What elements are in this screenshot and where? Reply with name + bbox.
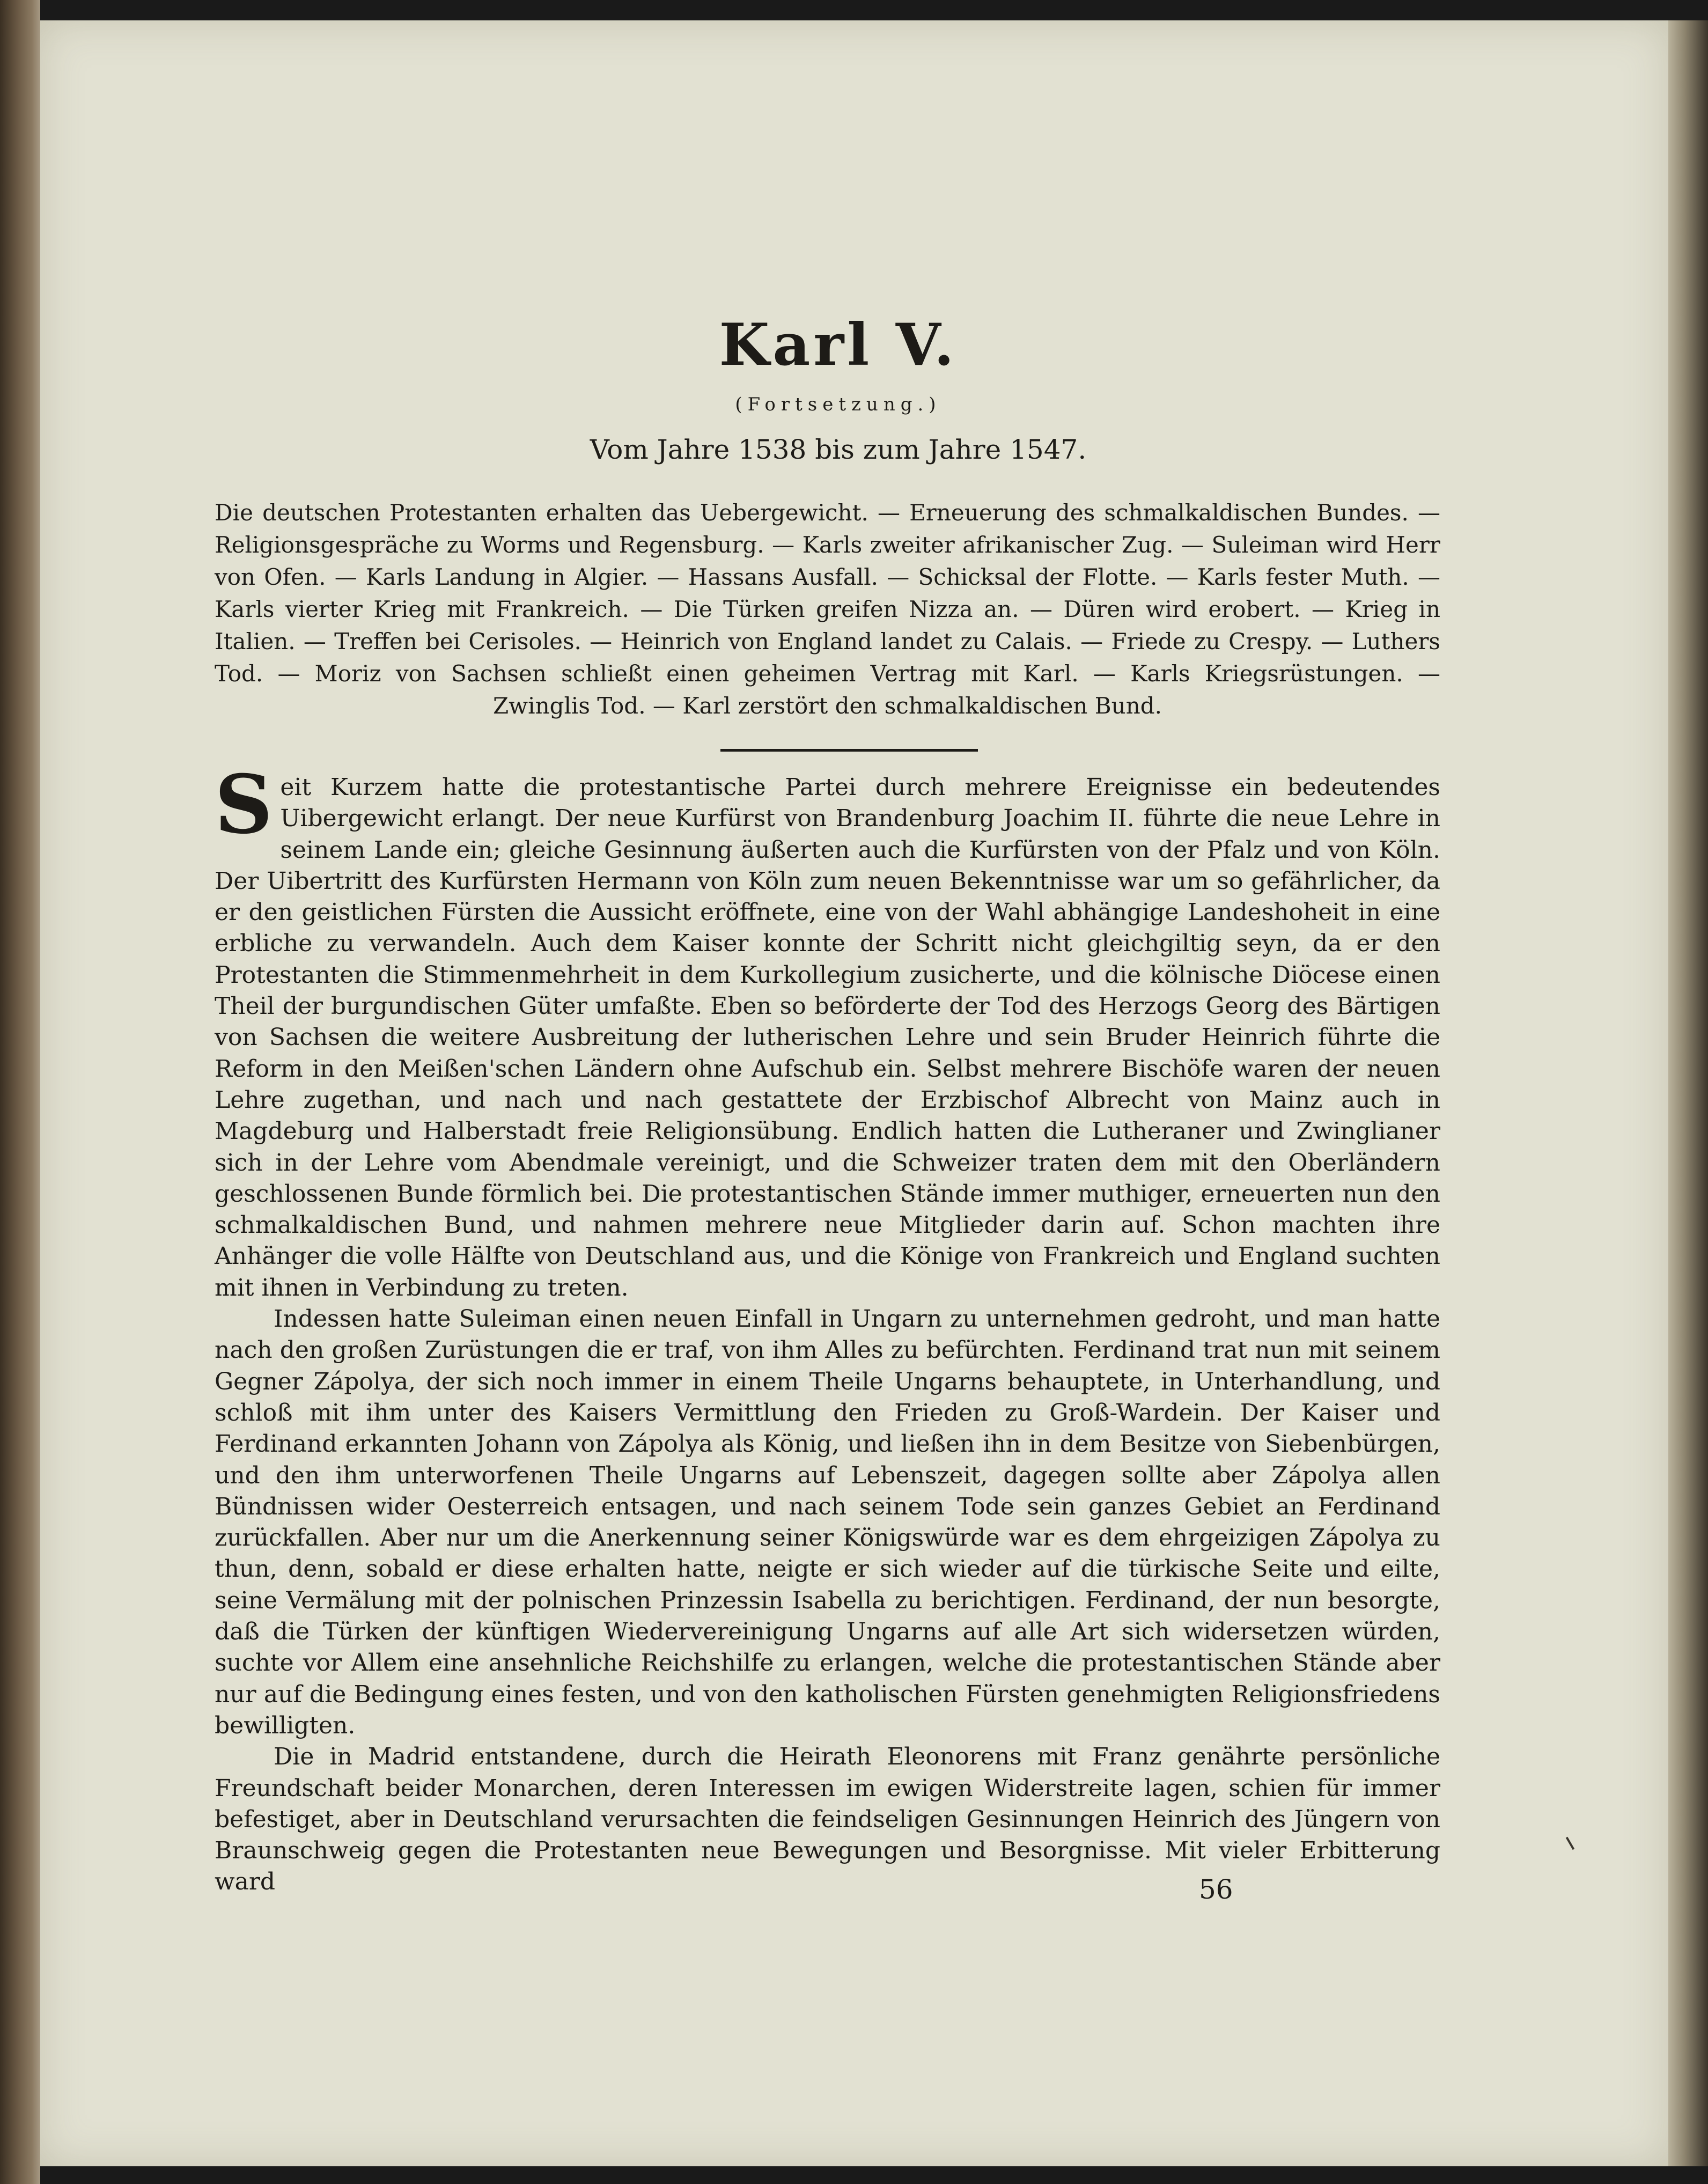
chapter-subtitle: (Fortsetzung.) [735, 394, 941, 415]
body-paragraph-2: Indessen hatte Suleiman einen neuen Einfall in Ungarn zu unternehmen gedroht, und man hatte nach den großen Zurüstungen die er traf, von ihm Alles zu befürchten. Ferdinand trat nun mit seinem Gegner Zápolya, der sich noch immer in einem Theile Ungarns behauptete, in Unterhandlung, und schloß mit ihm unter des Kaisers Vermittlung den Frieden zu Groß-Wardein. Der Kaiser und Ferdinand erkannten Johann von Zápolya als König, und ließen ihn in dem Besitze von Siebenbürgen, und den ihm unterworfenen Theile Ungarns auf Lebenszeit, dagegen sollte aber Zápolya allen Bündnissen wider Oesterreich entsagen, und nach seinem Tode sein ganzes Gebiet an Ferdinand zurückfallen. Aber nur um die Anerkennung seiner Königswürde war es dem ehrgeizigen Zápolya zu thun, denn, sobald er diese erhalten hatte, neigte er sich wieder auf die türkische Seite und eilte, seine Vermälung mit der polnischen Prinzessin Isabella zu berichtigen. Ferdinand, der nun besorgte, daß die Türken der künftigen Wiedervereinigung Ungarns auf alle Art sich widersetzen würden, suchte vor Allem eine ansehnliche Reichshilfe zu erlangen, welche die protestantischen Stände aber nur auf die Bedingung eines festen, und von den katholischen Fürsten genehmigten Religionsfriedens bewilligten. [215, 1305, 1440, 1739]
section-divider [720, 749, 978, 752]
body-paragraph-1-text: eit Kurzem hatte die protestantische Partei durch mehrere Ereignisse ein bedeutendes Uibergewicht erlangt. Der neue Kurfürst von Brandenburg Joachim II. führte die neue Lehre in seinem Lande ein; gleiche Gesinnung äußerten auch die Kurfürsten von der Pfalz und von Köln. Der Uibertritt des Kurfürsten Hermann von Köln zum neuen Bekenntnisse war um so gefährlicher, da er den geistlichen Fürsten die Aussicht eröffnete, eine von der Wahl abhängige Landeshoheit in eine erbliche zu verwandeln. Auch dem Kaiser konnte der Schritt nicht gleichgiltig seyn, da er den Protestanten die Stimmenmehrheit in dem Kurkollegium zusicherte, und die kölnische Diöcese einen Theil der burgundischen Güter umfaßte. Eben so beförderte der Tod des Herzogs Georg des Bärtigen von Sachsen die weitere Ausbreitung der lutherischen Lehre und sein Bruder Heinrich führte die Reform in den Meißen'schen Ländern ohne Aufschub ein. Selbst mehrere Bischöfe waren der neuen Lehre zugethan, und nach und nach gestattete der Erzbischof Albrecht von Mainz auch in Magdeburg und Halberstadt freie Religionsübung. Endlich hatten die Lutheraner und Zwinglianer sich in der Lehre vom Abendmale vereinigt, und die Schweizer traten dem mit den Oberländern geschlossenen Bunde förmlich bei. Die protestantischen Stände immer muthiger, erneuerten nun den schmalkaldischen Bund, und nahmen mehrere neue Mitglieder darin auf. Schon machten ihre Anhänger die volle Hälfte von Deutschland aus, und die Könige von Frankreich und England suchten mit ihnen in Verbindung zu treten. [215, 774, 1440, 1301]
chapter-period: Vom Jahre 1538 bis zum Jahre 1547. [590, 434, 1087, 465]
book-binding [0, 0, 40, 2184]
pencil-mark [1566, 1837, 1574, 1850]
body-paragraph-1 [215, 758, 1440, 1304]
book-page [40, 20, 1668, 2166]
body-paragraph-3: Die in Madrid entstandene, durch die Heirath Eleonorens mit Franz genährte persönliche Freundschaft beider Monarchen, deren Interessen im ewigen Widerstreite lagen, schien für immer befestiget, aber in Deutschland verursachten die feindseligen Gesinnungen Heinrich des Jüngern von Braunschweig gegen die Protestanten neue Bewegungen und Besorgnisse. Mit vieler Erbitterung ward [215, 1743, 1440, 1896]
chapter-summary: Die deutschen Protestanten erhalten das Uebergewicht. — Erneuerung des schmalkaldischen Bundes. — Religionsgespräche zu Worms und Regensburg. — Karls zweiter afrikanischer Zug. — Suleiman wird Herr von Ofen. — Karls Landung in Algier. — Hassans Ausfall. — Schicksal der Flotte. — Karls fester Muth. — Karls vierter Krieg mit Frankreich. — Die Türken greifen Nizza an. — Düren wird erobert. — Krieg in Italien. — Treffen bei Cerisoles. — Heinrich von England landet zu Calais. — Friede zu Crespy. — Luthers Tod. — Moriz von Sachsen schließt einen geheimen Vertrag mit Karl. — Karls Kriegsrüstungen. — Zwinglis Tod. — Karl zerstört den schmalkaldischen Bund. [215, 499, 1440, 719]
drop-cap: S [215, 758, 273, 852]
chapter-title: Karl V. [719, 311, 958, 379]
page-edge [1668, 20, 1708, 2166]
page-content [215, 305, 1440, 1898]
page-number: 56 [1199, 1874, 1233, 1905]
